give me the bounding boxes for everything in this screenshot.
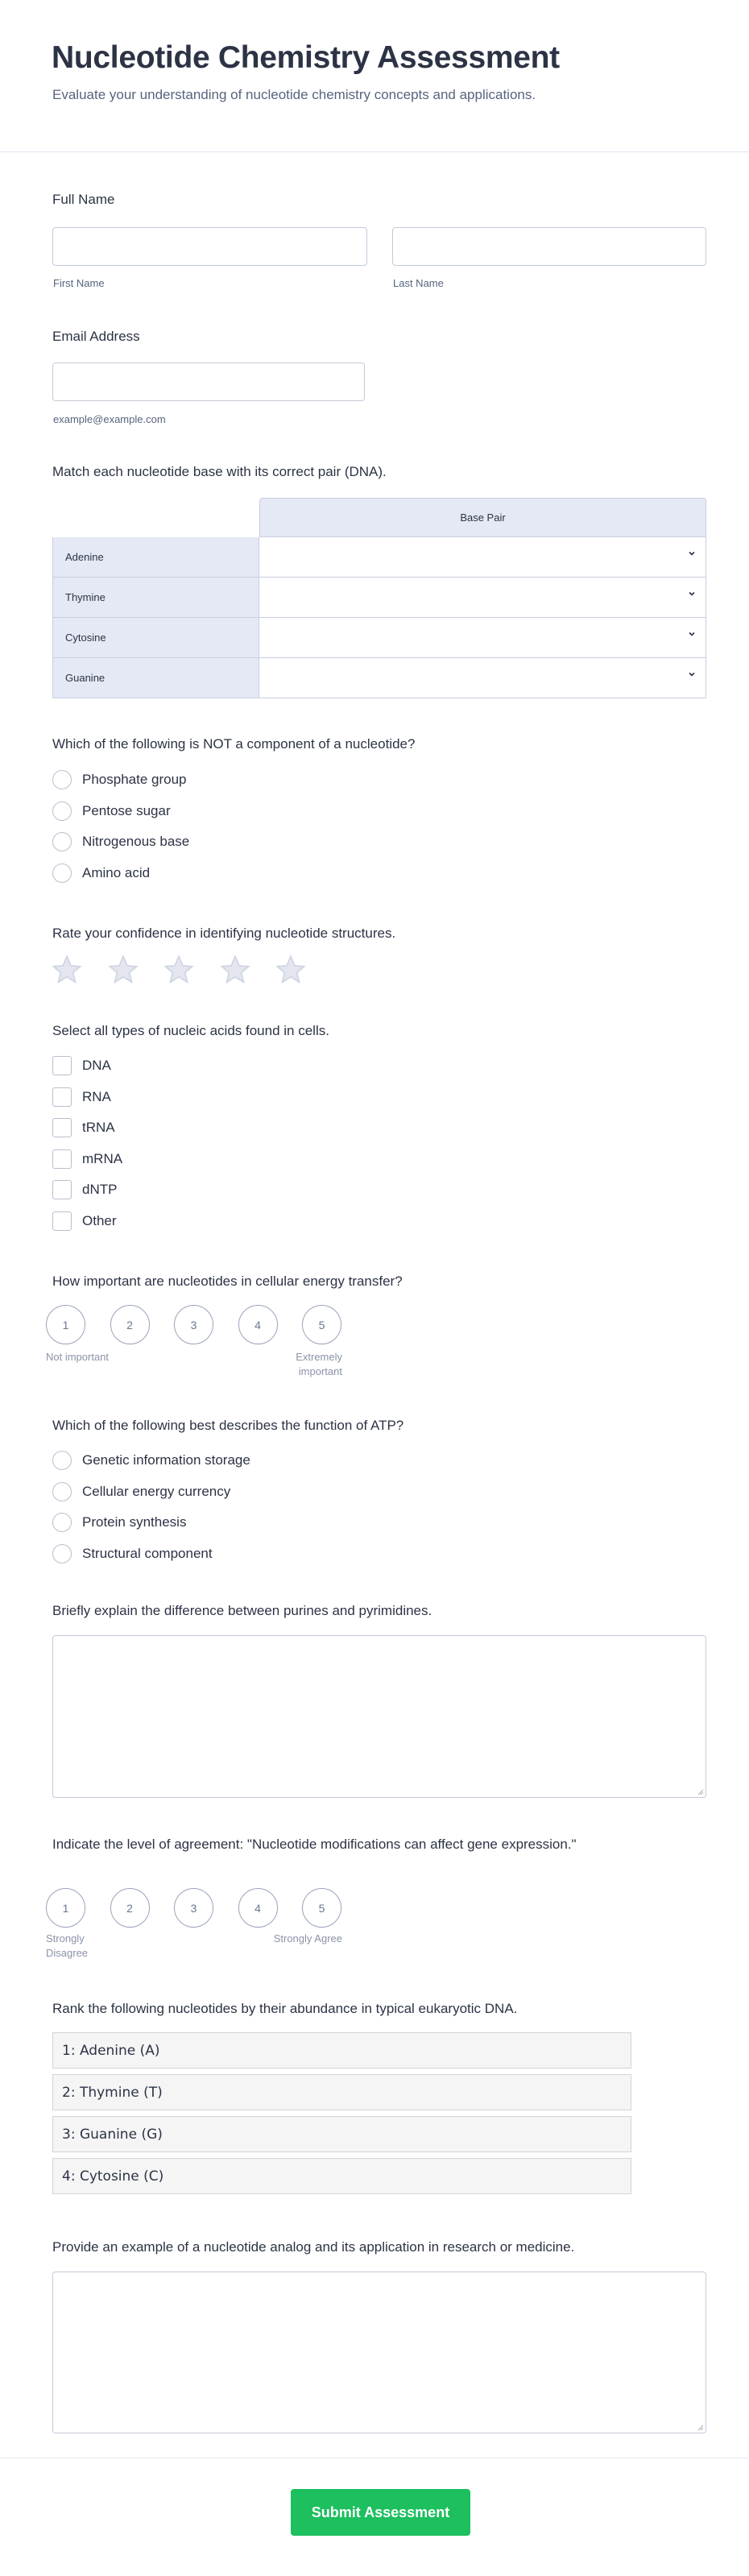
importance-question-label: How important are nucleotides in cellular energy transfer? — [52, 1274, 403, 1289]
scale-option[interactable]: 3 — [174, 1888, 213, 1928]
rating-star-icon[interactable] — [275, 954, 307, 986]
radio-option[interactable] — [52, 769, 187, 790]
scale-option[interactable]: 2 — [110, 1305, 150, 1344]
base-pair-select[interactable] — [259, 578, 706, 618]
scale-option[interactable]: 5 — [302, 1305, 341, 1344]
rating-star-icon[interactable] — [219, 954, 251, 986]
base-pair-select[interactable] — [259, 537, 706, 578]
checkbox-option[interactable] — [52, 1149, 122, 1170]
chevron-down-icon — [688, 670, 696, 678]
rank-item[interactable]: 4: Cytosine (C) — [52, 2158, 631, 2194]
scale-option[interactable]: 4 — [238, 1305, 278, 1344]
checkbox-option[interactable] — [52, 1055, 111, 1076]
component-question-label: Which of the following is NOT a component of a nucleotide? — [52, 736, 416, 752]
checkbox-option[interactable] — [52, 1211, 117, 1232]
last-name-sublabel: Last Name — [393, 277, 444, 289]
checkbox-option[interactable] — [52, 1087, 111, 1108]
radio-button[interactable] — [52, 863, 72, 883]
radio-option[interactable] — [52, 801, 171, 822]
rating-star-icon[interactable] — [51, 954, 83, 986]
resize-grip-icon[interactable] — [697, 1788, 703, 1795]
radio-option[interactable] — [52, 1512, 186, 1533]
email-label: Email Address — [52, 329, 140, 344]
atp-question-label: Which of the following best describes the function of ATP? — [52, 1418, 404, 1433]
option-label: Structural component — [82, 1545, 213, 1561]
option-label: Other — [82, 1212, 117, 1228]
scale-option[interactable]: 1 — [46, 1305, 85, 1344]
matrix-row-label: Thymine — [52, 578, 259, 618]
matrix-row — [52, 658, 706, 698]
matrix-row — [52, 537, 706, 578]
scale-option[interactable]: 1 — [46, 1888, 85, 1928]
radio-button[interactable] — [52, 1451, 72, 1470]
header-divider — [0, 151, 749, 152]
checkbox[interactable] — [52, 1180, 72, 1199]
option-label: Nitrogenous base — [82, 834, 190, 849]
rank-item[interactable]: 1: Adenine (A) — [52, 2032, 631, 2069]
submit-button[interactable]: Submit Assessment — [291, 2489, 470, 2536]
radio-option[interactable] — [52, 863, 150, 884]
rank-item[interactable]: 2: Thymine (T) — [52, 2074, 631, 2110]
scale-option[interactable]: 2 — [110, 1888, 150, 1928]
option-label: Genetic information storage — [82, 1452, 250, 1468]
radio-option[interactable] — [52, 1450, 250, 1471]
option-label: tRNA — [82, 1120, 115, 1135]
first-name-sublabel: First Name — [53, 277, 105, 289]
matrix-column-header: Base Pair — [259, 498, 706, 537]
option-label: RNA — [82, 1088, 111, 1104]
option-label: Pentose sugar — [82, 802, 171, 818]
purines-question-label: Briefly explain the difference between purines and pyrimidines. — [52, 1603, 432, 1618]
checkbox-option[interactable] — [52, 1117, 115, 1138]
matrix-row-label: Cytosine — [52, 618, 259, 658]
base-pair-select[interactable] — [259, 658, 706, 698]
rating-star-icon[interactable] — [107, 954, 139, 986]
agreement-min-label: Strongly Disagree — [46, 1932, 89, 1959]
option-label: Amino acid — [82, 864, 151, 880]
first-name-input[interactable] — [52, 227, 367, 266]
option-label: Phosphate group — [82, 772, 187, 787]
matrix-row-label: Guanine — [52, 658, 259, 698]
purines-textarea[interactable] — [52, 1635, 706, 1798]
importance-min-label: Not important — [46, 1351, 110, 1363]
full-name-label: Full Name — [52, 192, 115, 207]
radio-button[interactable] — [52, 1544, 72, 1563]
rating-star-icon[interactable] — [163, 954, 195, 986]
scale-option[interactable]: 5 — [302, 1888, 341, 1928]
email-sublabel: example@example.com — [53, 413, 166, 425]
option-label: Protein synthesis — [82, 1514, 187, 1530]
email-input[interactable] — [52, 362, 365, 401]
checkbox-option[interactable] — [52, 1179, 117, 1200]
scale-option[interactable]: 4 — [238, 1888, 278, 1928]
checkbox[interactable] — [52, 1056, 72, 1075]
radio-option[interactable] — [52, 1481, 230, 1502]
matrix-row — [52, 578, 706, 618]
checkbox[interactable] — [52, 1211, 72, 1231]
option-label: dNTP — [82, 1182, 118, 1197]
checkbox[interactable] — [52, 1087, 72, 1107]
agreement-max-label: Strongly Agree — [273, 1932, 342, 1944]
chevron-down-icon — [688, 630, 696, 638]
last-name-input[interactable] — [392, 227, 706, 266]
resize-grip-icon[interactable] — [697, 2424, 703, 2430]
importance-max-label: Extremely important — [296, 1351, 342, 1377]
nucleic-question-label: Select all types of nucleic acids found in cells. — [52, 1023, 329, 1038]
checkbox[interactable] — [52, 1149, 72, 1169]
option-label: DNA — [82, 1058, 111, 1073]
analog-textarea[interactable] — [52, 2272, 706, 2433]
confidence-question-label: Rate your confidence in identifying nucleotide structures. — [52, 926, 396, 941]
chevron-down-icon — [688, 590, 696, 598]
radio-button[interactable] — [52, 1482, 72, 1501]
page-title: Nucleotide Chemistry Assessment — [52, 40, 560, 75]
matrix-row — [52, 618, 706, 658]
radio-option[interactable] — [52, 1543, 213, 1564]
analog-question-label: Provide an example of a nucleotide analog and its application in research or medicine. — [52, 2239, 575, 2255]
matrix-row-label: Adenine — [52, 537, 259, 578]
chevron-down-icon — [688, 549, 696, 557]
base-pair-select[interactable] — [259, 618, 706, 658]
radio-button[interactable] — [52, 770, 72, 789]
scale-option[interactable]: 3 — [174, 1305, 213, 1344]
radio-button[interactable] — [52, 1513, 72, 1532]
rank-item[interactable]: 3: Guanine (G) — [52, 2116, 631, 2152]
checkbox[interactable] — [52, 1118, 72, 1137]
page-subtitle: Evaluate your understanding of nucleotide chemistry concepts and applications. — [52, 87, 536, 102]
option-label: Cellular energy currency — [82, 1483, 231, 1499]
rank-question-label: Rank the following nucleotides by their abundance in typical eukaryotic DNA. — [52, 2001, 518, 2016]
matrix-question-label: Match each nucleotide base with its correct pair (DNA). — [52, 464, 387, 479]
agreement-question-label: Indicate the level of agreement: "Nucleotide modifications can affect gene expression." — [52, 1837, 577, 1852]
radio-button[interactable] — [52, 801, 72, 821]
radio-option[interactable] — [52, 831, 189, 852]
option-label: mRNA — [82, 1150, 123, 1166]
radio-button[interactable] — [52, 832, 72, 851]
